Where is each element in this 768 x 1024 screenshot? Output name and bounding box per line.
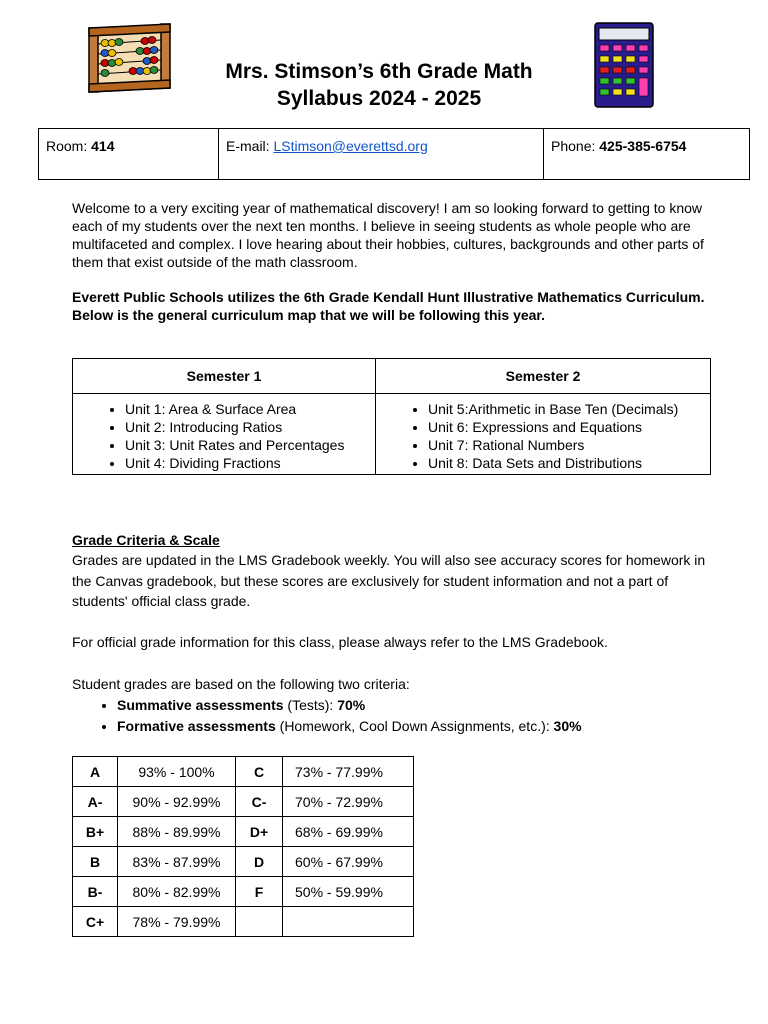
table-row xyxy=(73,817,414,847)
table-row xyxy=(73,847,414,877)
grade-letter: B- xyxy=(73,877,118,907)
grade-range: 93% - 100% xyxy=(118,757,236,787)
room-cell xyxy=(39,129,219,180)
criteria-item: • Summative assessments (Tests): 70% xyxy=(117,695,582,716)
unit-item: • Unit 3: Unit Rates and Percentages xyxy=(125,436,375,454)
room-number: 414 xyxy=(91,138,115,154)
unit-item: • Unit 6: Expressions and Equations xyxy=(428,418,710,436)
grade-scale-table xyxy=(72,756,414,937)
grade-range: 80% - 82.99% xyxy=(118,877,236,907)
phone-label: Phone: xyxy=(551,138,596,154)
page-title xyxy=(190,58,568,112)
semester-2-header: Semester 2 xyxy=(376,359,711,394)
table-row xyxy=(73,787,414,817)
criteria-intro: Student grades are based on the following two criteria: xyxy=(72,676,410,692)
grade-letter: A- xyxy=(73,787,118,817)
grade-letter xyxy=(236,907,283,937)
room-label: Room: xyxy=(46,138,88,154)
phone-cell xyxy=(544,129,750,180)
unit-item: • Unit 4: Dividing Fractions xyxy=(125,454,375,472)
grade-letter: A xyxy=(73,757,118,787)
title-line-1: Mrs. Stimson’s 6th Grade Math xyxy=(225,60,533,83)
calculator-icon xyxy=(594,22,656,108)
grade-letter: C- xyxy=(236,787,283,817)
email-cell xyxy=(219,129,544,180)
phone-number: 425-385-6754 xyxy=(599,138,687,154)
grade-letter: B+ xyxy=(73,817,118,847)
title-line-2: Syllabus 2024 - 2025 xyxy=(276,87,482,110)
grade-letter: C+ xyxy=(73,907,118,937)
welcome-paragraph: Welcome to a very exciting year of mathematical discovery! I am so looking forward to getting to know each of my students over the next ten months. I believe in seeing students as whole people who are multifaceted and complex. I love hearing about their hobbies, cultures, backgrounds and other parts of them that exist outside of the math classroom. xyxy=(72,200,704,270)
unit-item: • Unit 8: Data Sets and Distributions xyxy=(428,454,710,472)
semester-2-units xyxy=(376,394,711,475)
grade-range: 83% - 87.99% xyxy=(118,847,236,877)
curriculum-map-table xyxy=(72,358,711,475)
grade-letter: B xyxy=(73,847,118,877)
unit-item: • Unit 7: Rational Numbers xyxy=(428,436,710,454)
grade-range: 78% - 79.99% xyxy=(118,907,236,937)
email-link[interactable]: LStimson@everettsd.org xyxy=(273,138,428,154)
curriculum-note: Everett Public Schools utilizes the 6th Grade Kendall Hunt Illustrative Mathematics Curriculum. Below is the general curriculum map that we will be following this year. xyxy=(72,289,705,323)
grade-letter: D+ xyxy=(236,817,283,847)
semester-1-units xyxy=(73,394,376,475)
gradebook-paragraph: Grades are updated in the LMS Gradebook weekly. You will also see accuracy scores for homework in the Canvas gradebook, but these scores are exclusively for student information and not a part of students' official class grade. xyxy=(72,552,706,609)
table-row xyxy=(73,877,414,907)
grade-range: 50% - 59.99% xyxy=(283,877,414,907)
grade-range: 90% - 92.99% xyxy=(118,787,236,817)
criteria-list xyxy=(95,695,582,737)
email-label: E-mail: xyxy=(226,138,270,154)
contact-table xyxy=(38,128,750,180)
abacus-icon xyxy=(85,22,175,94)
grade-range: 68% - 69.99% xyxy=(283,817,414,847)
grade-range: 70% - 72.99% xyxy=(283,787,414,817)
table-row xyxy=(73,907,414,937)
grade-range xyxy=(283,907,414,937)
unit-item: • Unit 5:Arithmetic in Base Ten (Decimals) xyxy=(428,400,710,418)
grade-letter: C xyxy=(236,757,283,787)
criteria-item: • Formative assessments (Homework, Cool Down Assignments, etc.): 30% xyxy=(117,716,582,737)
grade-letter: F xyxy=(236,877,283,907)
grade-criteria-heading: Grade Criteria & Scale xyxy=(72,532,220,548)
grade-letter: D xyxy=(236,847,283,877)
table-row xyxy=(73,757,414,787)
grade-range: 60% - 67.99% xyxy=(283,847,414,877)
official-grade-paragraph: For official grade information for this class, please always refer to the LMS Gradebook. xyxy=(72,634,608,650)
unit-item: • Unit 1: Area & Surface Area xyxy=(125,400,375,418)
grade-range: 73% - 77.99% xyxy=(283,757,414,787)
semester-1-header: Semester 1 xyxy=(73,359,376,394)
unit-item: • Unit 2: Introducing Ratios xyxy=(125,418,375,436)
grade-range: 88% - 89.99% xyxy=(118,817,236,847)
